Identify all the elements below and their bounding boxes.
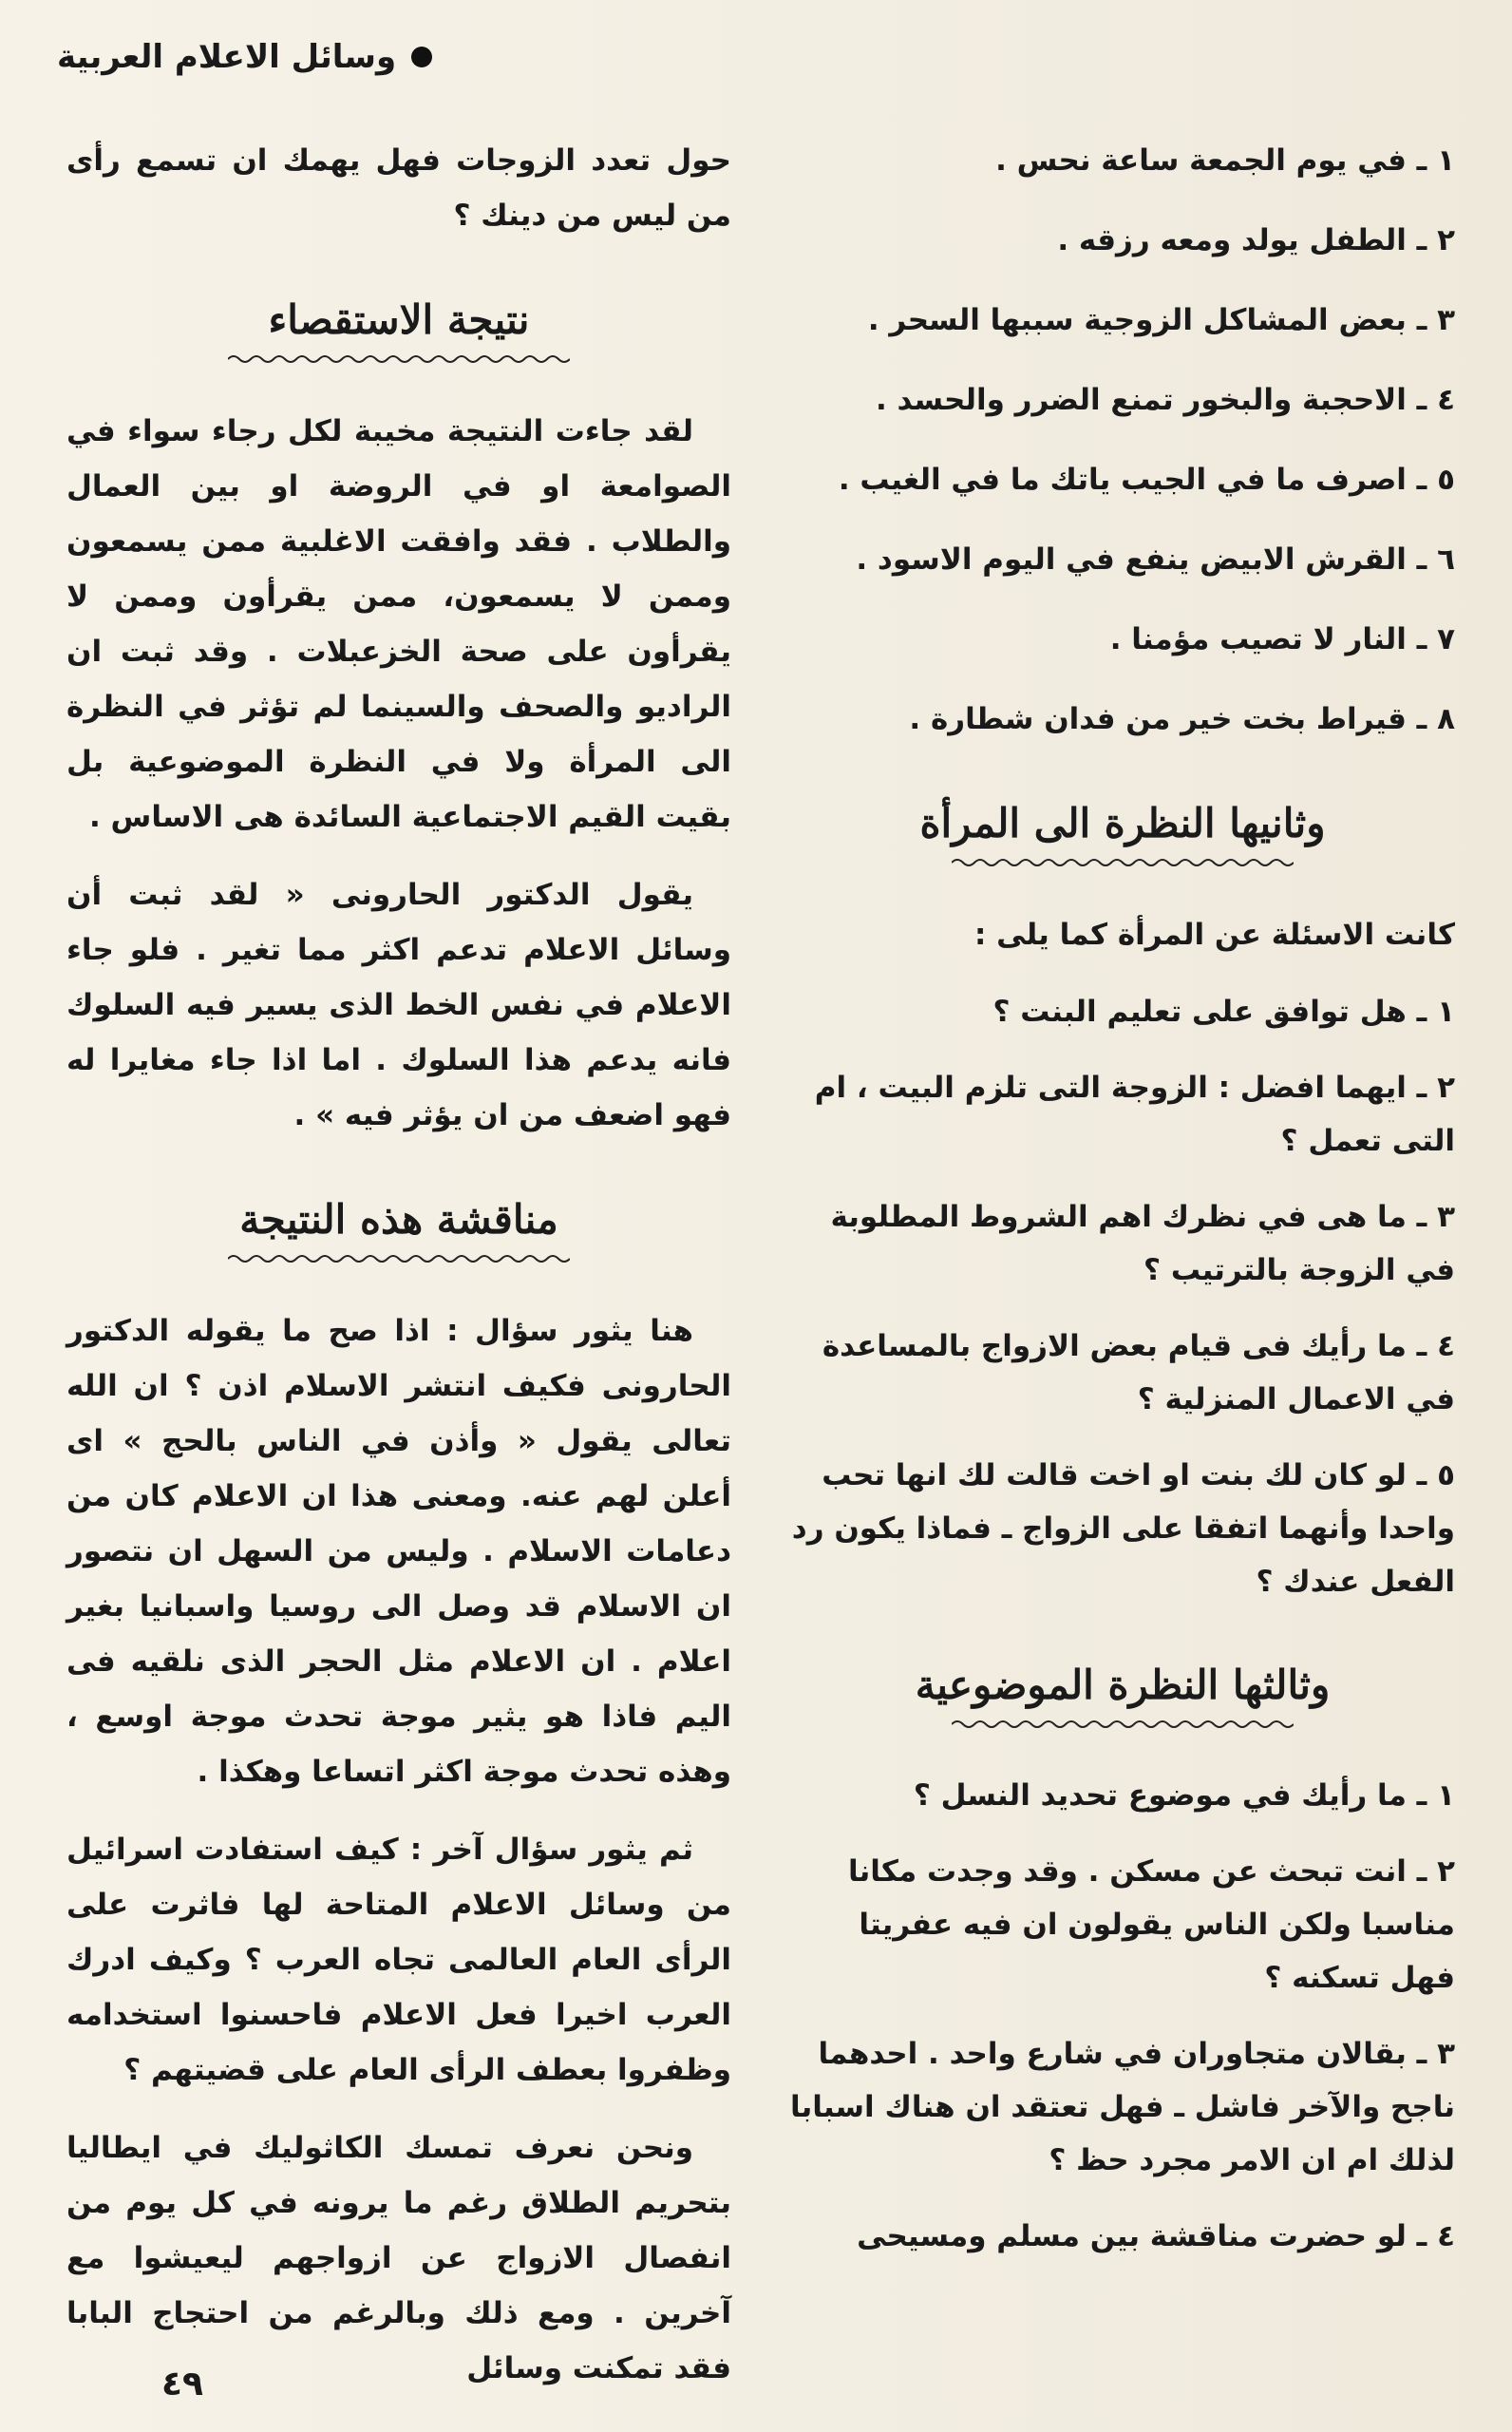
list-item: ١ ـ في يوم الجمعة ساعة نحس . — [995, 143, 1455, 178]
women-intro: كانت الاسئلة عن المرأة كما يلى : — [973, 918, 1455, 952]
wavy-underline-icon — [952, 1718, 1294, 1731]
list-item: ٢ ـ ايهما افضل : الزوجة التى تلزم البيت ، ام التى تعمل ؟ — [814, 1071, 1455, 1158]
list-item: ٤ ـ ما رأيك فى قيام بعض الازواج بالمساعدة في الاعمال المنزلية ؟ — [822, 1329, 1455, 1416]
discussion-paragraph: ثم يثور سؤال آخر : كيف استفادت اسرائيل من وسائل الاعلام المتاحة لها فاثرت على الرأى العام العالمى تجاه العرب ؟ وكيف ادرك العرب اخيرا فعل الاعلام فاحسنوا استخدامه وظفروا بعطف الرأى العام على قضيتهم ؟ — [66, 1833, 731, 2087]
wavy-underline-icon — [228, 1252, 570, 1265]
list-item: ٣ ـ بقالان متجاوران في شارع واحد . احدهما ناجح والآخر فاشل ـ فهل تعتقد ان هناك اسبابا لذلك ام ان الامر مجرد حظ ؟ — [789, 2037, 1455, 2177]
continuation-paragraph: حول تعدد الزوجات فهل يهمك ان تسمع رأى من ليس من دينك ؟ — [66, 143, 731, 233]
result-paragraph: يقول الدكتور الحارونى « لقد ثبت أن وسائل الاعلام تدعم اكثر مما تغير . فلو جاء الاعلام في نفس الخط الذى يسير فيه السلوك فانه يدعم هذا السلوك . اما اذا جاء مغايرا له فهو اضعف من ان يؤثر فيه » . — [66, 878, 731, 1132]
result-paragraph: لقد جاءت النتيجة مخيبة لكل رجاء سواء في الصوامعة او في الروضة او بين العمال والطلاب . فقد وافقت الاغلبية ممن يسمعون وممن لا يسمعون، ممن يقرأون وممن لا يقرأون على صحة الخزعبلات . وقد ثبت ان الراديو والصحف والسينما لم تؤثر في النظرة الى المرأة ولا في النظرة الموضوعية بل بقيت القيم الاجتماعية السائدة هى الاساس . — [66, 414, 731, 834]
right-column — [790, 133, 1455, 2286]
wavy-underline-icon — [952, 856, 1294, 869]
list-item: ٧ ـ النار لا تصيب مؤمنا . — [1109, 622, 1455, 656]
list-item: ١ ـ هل توافق على تعليم البنت ؟ — [992, 995, 1455, 1029]
list-item: ٢ ـ انت تبحث عن مسكن . وقد وجدت مكانا مناسبا ولكن الناس يقولون ان فيه عفريتا فهل تسكنه ؟ — [848, 1854, 1455, 1995]
running-header-title: وسائل الاعلام العربية — [57, 38, 397, 76]
list-item: ٦ ـ القرش الابيض ينفع في اليوم الاسود . — [856, 542, 1455, 577]
wavy-underline-icon — [228, 352, 570, 366]
objective-questions-list — [790, 1769, 1455, 2263]
section-heading-discussion: مناقشة هذه النتيجة — [239, 1196, 558, 1243]
bullet-icon — [411, 47, 432, 67]
superstitions-list — [790, 133, 1455, 747]
running-header — [57, 38, 432, 76]
section-heading-objective: وثالثها النظرة الموضوعية — [915, 1662, 1331, 1708]
list-item: ١ ـ ما رأيك في موضوع تحديد النسل ؟ — [913, 1778, 1455, 1813]
list-item: ٣ ـ ما هى في نظرك اهم الشروط المطلوبة في الزوجة بالترتيب ؟ — [830, 1200, 1455, 1287]
list-item: ٣ ـ بعض المشاكل الزوجية سببها السحر . — [867, 303, 1455, 337]
page-number: ٤٩ — [161, 2365, 203, 2404]
list-item: ٨ ـ قيراط بخت خير من فدان شطارة . — [909, 702, 1455, 736]
list-item: ٤ ـ الاحجبة والبخور تمنع الضرر والحسد . — [875, 383, 1455, 417]
left-column — [66, 133, 731, 2419]
list-item: ٤ ـ لو حضرت مناقشة بين مسلم ومسيحى — [857, 2219, 1455, 2253]
list-item: ٥ ـ اصرف ما في الجيب ياتك ما في الغيب . — [838, 463, 1455, 497]
section-heading-women: وثانيها النظرة الى المرأة — [919, 800, 1326, 846]
discussion-paragraph: هنا يثور سؤال : اذا صح ما يقوله الدكتور الحارونى فكيف انتشر الاسلام اذن ؟ ان الله تعالى يقول « وأذن في الناس بالحج » اى أعلن لهم عنه. ومعنى هذا ان الاعلام كان من دعامات الاسلام . وليس من السهل ان نتصور ان الاسلام قد وصل الى روسيا واسبانيا بغير اعلام . ان الاعلام مثل الحجر الذى نلقيه فى اليم فاذا هو يثير موجة تحدث موجة اوسع ، وهذه تحدث موجة اكثر اتساعا وهكذا . — [66, 1314, 731, 1789]
women-questions-list — [790, 985, 1455, 1608]
list-item: ٢ ـ الطفل يولد ومعه رزقه . — [1057, 223, 1455, 257]
section-heading-result: نتيجة الاستقصاء — [268, 296, 530, 343]
discussion-paragraph: ونحن نعرف تمسك الكاثوليك في ايطاليا بتحريم الطلاق رغم ما يرونه في كل يوم من انفصال الازواج عن ازواجهم ليعيشوا مع آخرين . ومع ذلك وبالرغم من احتجاج البابا فقد تمكنت وسائل — [66, 2131, 731, 2385]
list-item: ٥ ـ لو كان لك بنت او اخت قالت لك انها تحب واحدا وأنهما اتفقا على الزواج ـ فماذا يكون رد الفعل عندك ؟ — [791, 1458, 1455, 1599]
